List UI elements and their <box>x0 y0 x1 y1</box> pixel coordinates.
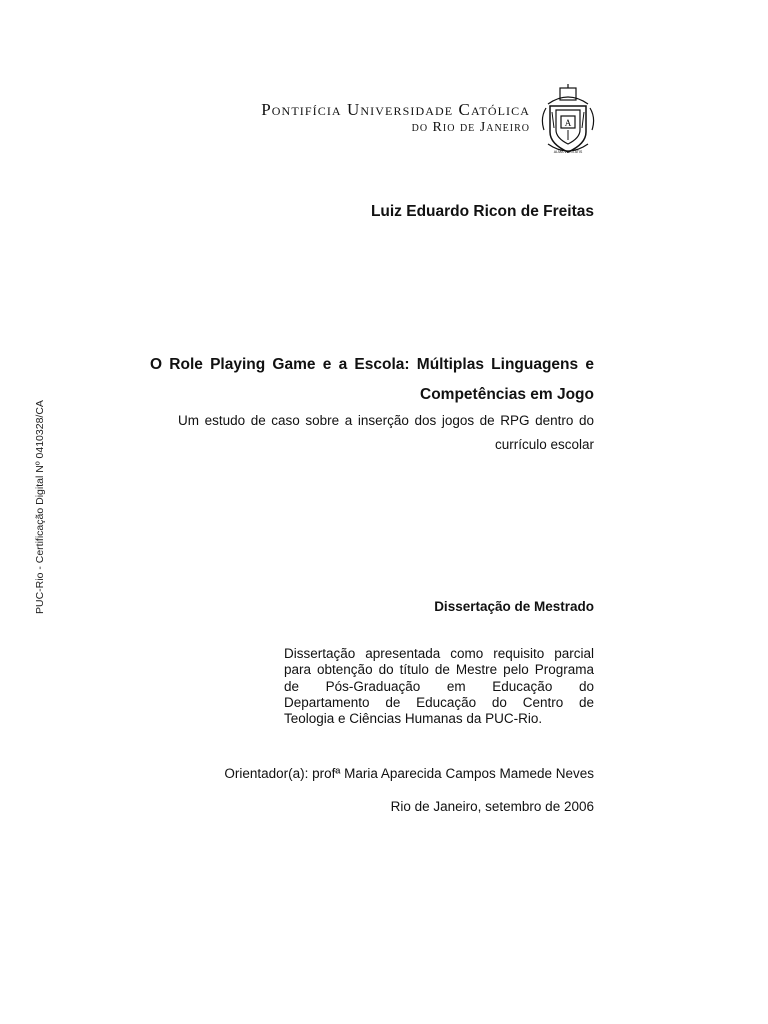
description-line: de Pós-Graduação em Educação do <box>284 678 594 694</box>
svg-text:A: A <box>564 118 572 128</box>
dissertation-type-heading: Dissertação de Mestrado <box>434 599 594 614</box>
description-line: Departamento de Educação do Centro de <box>284 694 594 710</box>
advisor-line: Orientador(a): profª Maria Aparecida Campos Mamede Neves <box>224 766 594 781</box>
dissertation-subtitle <box>178 409 594 457</box>
author-name: Luiz Eduardo Ricon de Freitas <box>370 203 594 220</box>
university-location: do Rio de Janeiro <box>411 120 530 135</box>
subtitle-line-1: Um estudo de caso sobre a inserção dos jogos de RPG dentro do <box>178 413 594 428</box>
university-name: Pontifícia Universidade Católica <box>261 100 530 119</box>
description-line: Dissertação apresentada como requisito parcial <box>284 646 594 661</box>
university-header <box>261 82 608 160</box>
certification-sidebar-text: PUC-Rio - Certificação Digital Nº 0410328/CA <box>34 400 46 614</box>
subtitle-line-2: currículo escolar <box>494 437 594 452</box>
title-line-2: Competências em Jogo <box>420 386 594 403</box>
place-and-date: Rio de Janeiro, setembro de 2006 <box>390 799 594 814</box>
description-line: para obtenção do título de Mestre pelo Programa <box>284 662 594 678</box>
university-crest-icon <box>538 82 598 158</box>
svg-text:ALMA VERITATIS: ALMA VERITATIS <box>553 150 583 154</box>
dissertation-title <box>150 350 594 410</box>
title-line-1: O Role Playing Game e a Escola: Múltiplas Linguagens e <box>150 356 594 373</box>
dissertation-description <box>284 646 594 727</box>
description-line: Teologia e Ciências Humanas da PUC-Rio. <box>284 711 543 727</box>
